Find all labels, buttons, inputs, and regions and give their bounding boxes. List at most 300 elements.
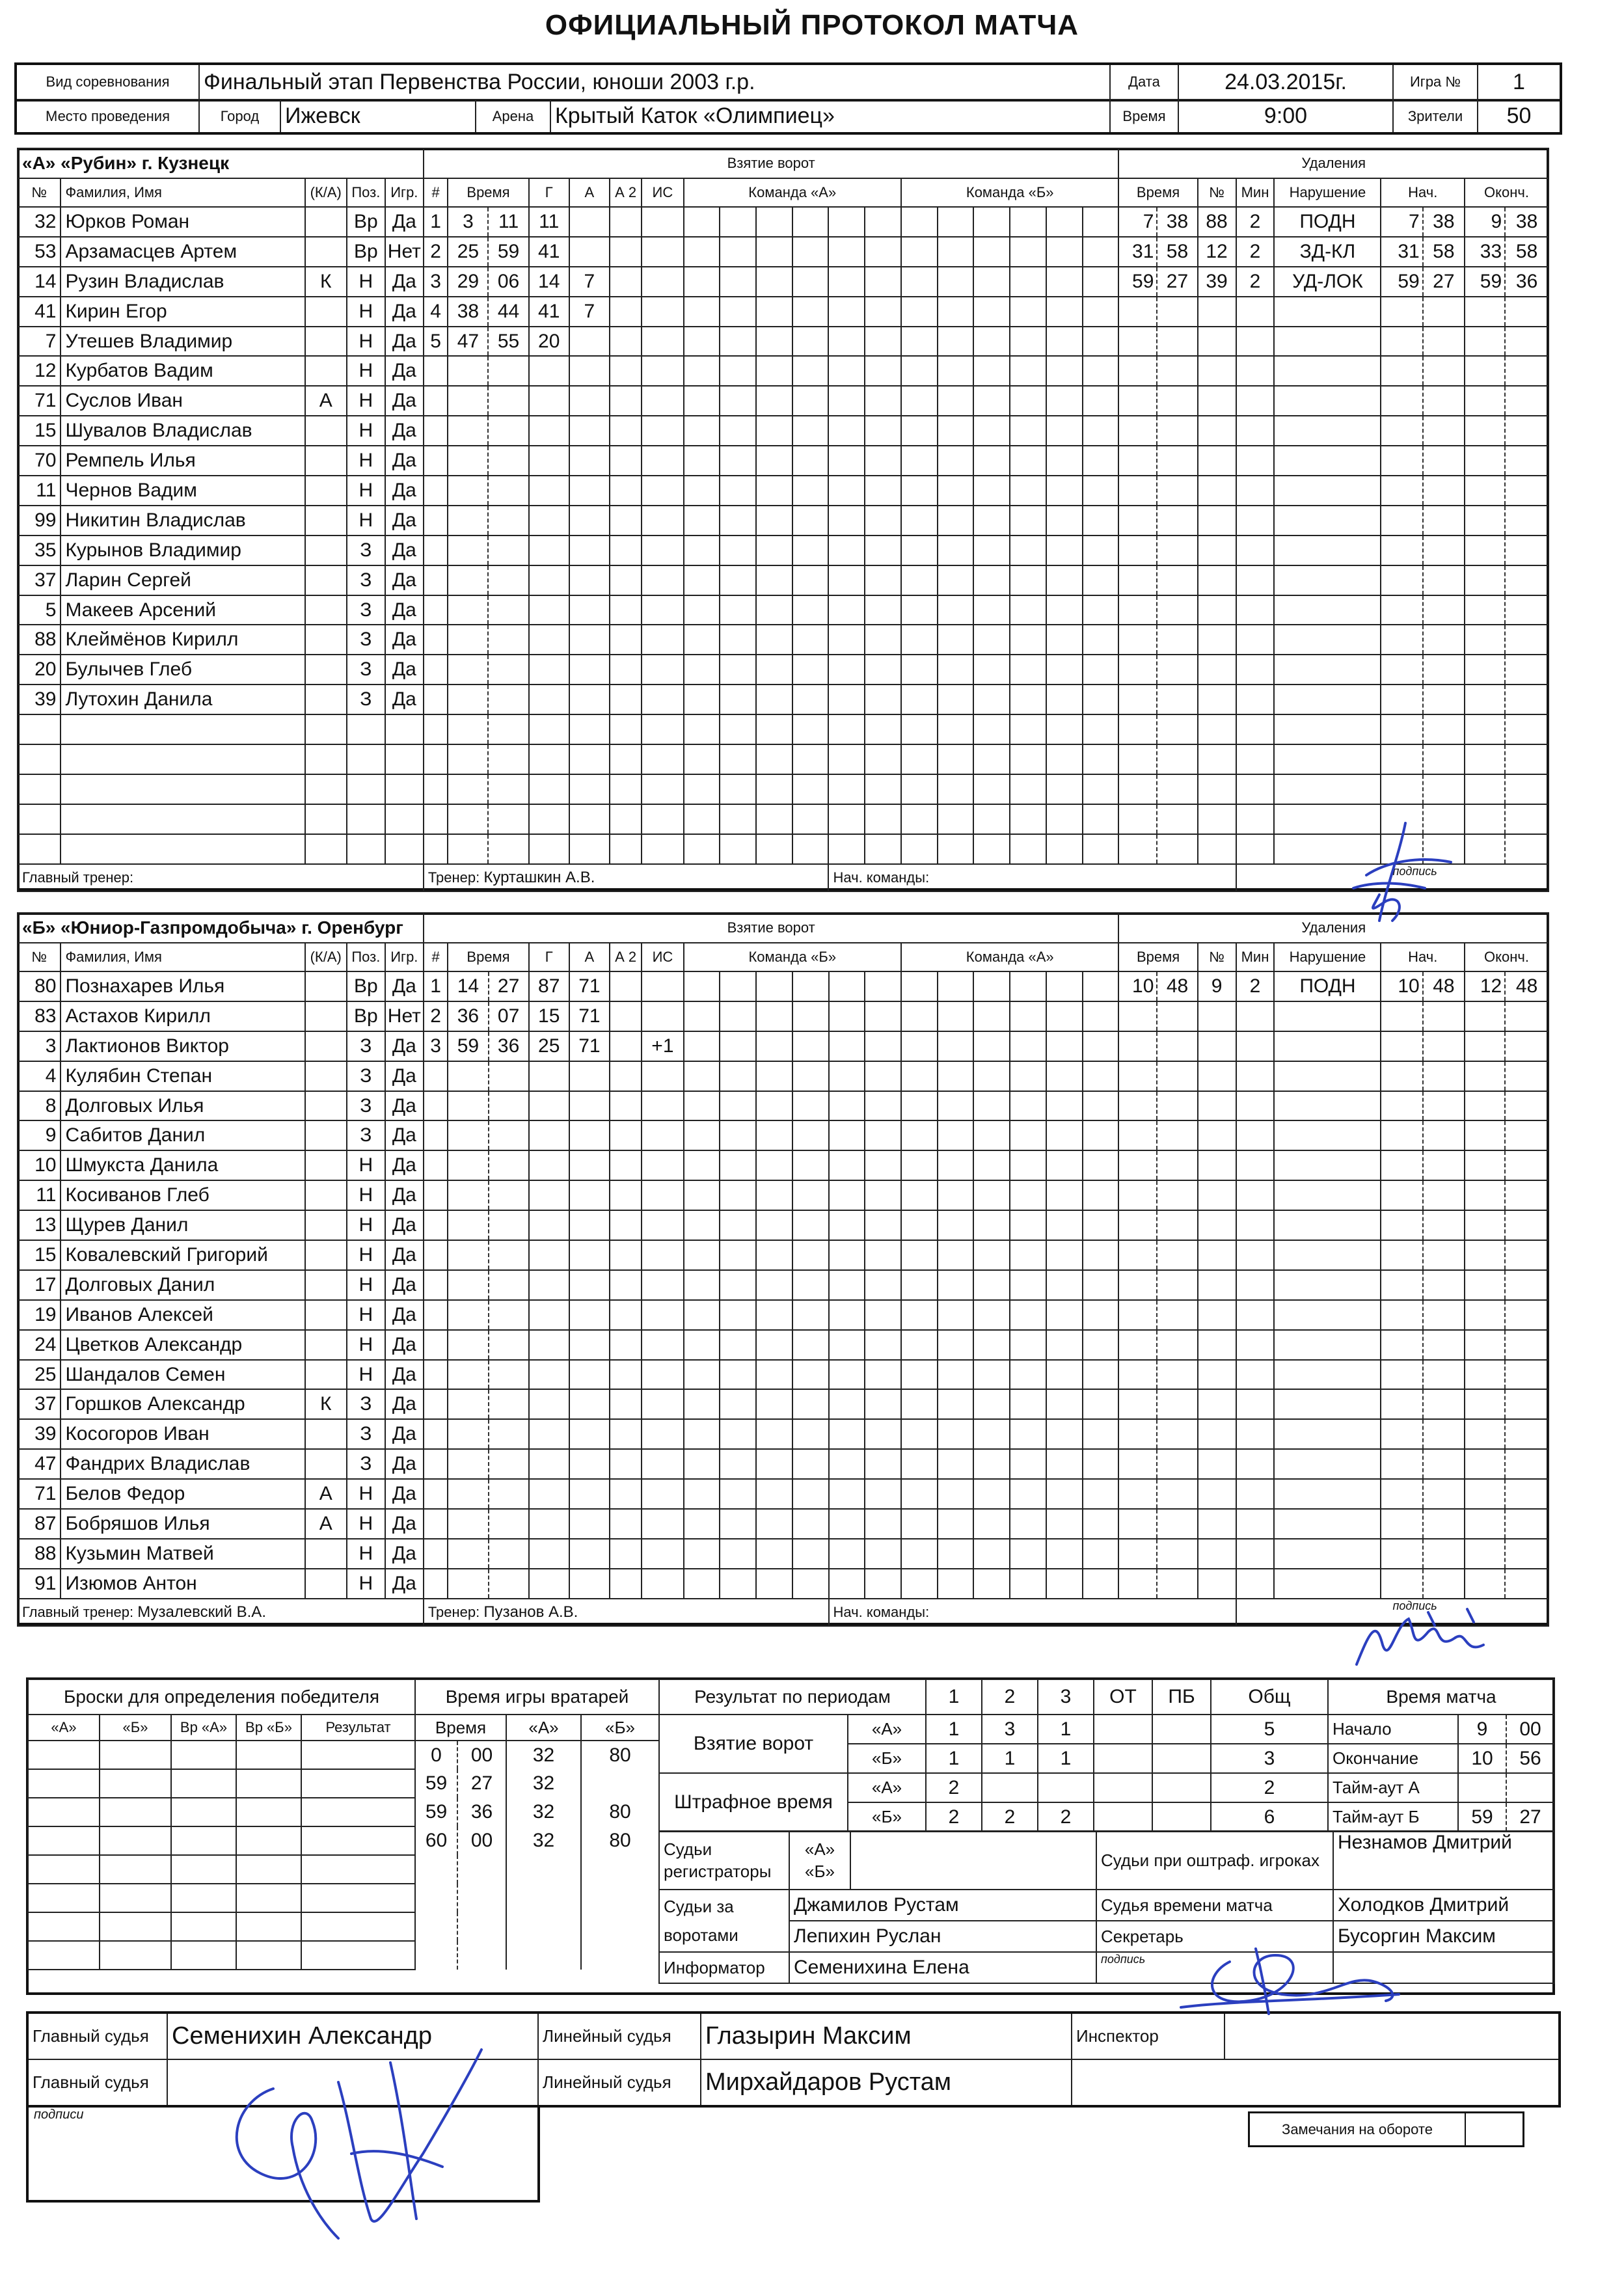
goal-number [424, 1330, 448, 1360]
on-ice-cell [684, 1419, 720, 1449]
on-ice-cell [1083, 804, 1119, 834]
on-ice-cell [1083, 237, 1119, 267]
on-ice-cell [901, 1001, 938, 1031]
shootout-cell [236, 1741, 301, 1769]
player-position: З [347, 1031, 385, 1061]
goal-second [489, 1419, 529, 1449]
goal-scorer [529, 386, 569, 416]
pen-team-a: «А» [848, 1773, 926, 1802]
goal-minute: 14 [448, 971, 488, 1001]
on-ice-cell [756, 1270, 792, 1300]
goal-assist-2 [610, 1001, 642, 1031]
penalty-end-second [1505, 327, 1549, 357]
penalty-minute [1118, 1150, 1157, 1180]
on-ice-cell [829, 1419, 865, 1449]
penalty-end-minute [1465, 1091, 1505, 1121]
city-value: Ижевск [280, 100, 476, 133]
on-ice-cell [1046, 1031, 1083, 1061]
goal-minute [448, 1120, 488, 1150]
goal-assist-2 [610, 1419, 642, 1449]
on-ice-cell [756, 1569, 792, 1599]
goal-second: 36 [489, 1031, 529, 1061]
informer-label: Информатор [659, 1952, 789, 1983]
penalty-end-second [1505, 416, 1549, 446]
on-ice-cell [901, 327, 938, 357]
on-ice-cell [865, 595, 901, 625]
registrars-b: «Б» [805, 1862, 835, 1881]
penalty-second [1157, 1509, 1197, 1539]
goalie-second [457, 1941, 506, 1970]
penalty-start-second [1423, 744, 1465, 774]
on-ice-cell [1083, 386, 1119, 416]
penalty-start-minute [1381, 1300, 1422, 1330]
team-a-row [18, 655, 1549, 685]
player-position [347, 804, 385, 834]
penalty-player-no [1198, 416, 1236, 446]
goalie-second [457, 1912, 506, 1941]
on-ice-cell [684, 416, 720, 446]
on-ice-cell [901, 804, 938, 834]
on-ice-cell [684, 744, 720, 774]
player-played: Да [385, 356, 424, 386]
on-ice-cell [684, 446, 720, 476]
player-number: 39 [18, 685, 61, 714]
pen-a-p2 [982, 1773, 1038, 1802]
on-ice-cell [938, 1389, 974, 1419]
on-ice-cell [1010, 1389, 1046, 1419]
on-ice-cell [720, 506, 756, 536]
on-ice-cell [1046, 1419, 1083, 1449]
goal-assist-1: 7 [569, 267, 610, 297]
penalty-end-minute [1465, 1300, 1505, 1330]
player-name: Косогоров Иван [61, 1419, 304, 1449]
on-ice-cell [829, 1120, 865, 1150]
on-ice-cell [973, 1001, 1010, 1031]
penalty-start-second [1423, 416, 1465, 446]
on-ice-cell [865, 267, 901, 297]
on-ice-cell [938, 506, 974, 536]
on-ice-cell [973, 1330, 1010, 1360]
on-ice-cell [973, 685, 1010, 714]
goal-strength [642, 774, 683, 804]
penalty-minute [1118, 1449, 1157, 1479]
penalty-end-minute [1465, 714, 1505, 744]
goal-minute [448, 416, 488, 446]
match-end-label: Окончание [1328, 1744, 1458, 1773]
shootout-cell [301, 1855, 415, 1884]
goal-scorer [529, 1330, 569, 1360]
penalty-player-no [1198, 536, 1236, 565]
goal-number [424, 595, 448, 625]
on-ice-cell [938, 1539, 974, 1569]
player-number: 83 [18, 1001, 61, 1031]
on-ice-cell [1046, 446, 1083, 476]
penalty-minutes: 2 [1236, 971, 1275, 1001]
penalty-second [1157, 714, 1197, 744]
penalty-start-second [1423, 625, 1465, 655]
penalty-end-second [1505, 1569, 1549, 1599]
penalty-minute [1118, 1509, 1157, 1539]
on-ice-cell [792, 625, 829, 655]
player-name: Щурев Данил [61, 1210, 304, 1240]
on-ice-cell [901, 1091, 938, 1121]
goal-strength [642, 356, 683, 386]
penalty-second: 27 [1157, 267, 1197, 297]
on-ice-cell [1083, 655, 1119, 685]
on-ice-cell [756, 1120, 792, 1150]
goal-assist-1 [569, 1300, 610, 1330]
on-ice-cell [938, 1569, 974, 1599]
penalty-minutes [1236, 446, 1275, 476]
penalty-minutes [1236, 1509, 1275, 1539]
penalty-minute [1118, 1479, 1157, 1509]
penalty-end-second [1505, 297, 1549, 327]
team-b-table [17, 912, 1549, 1627]
on-ice-cell [720, 774, 756, 804]
player-number: 7 [18, 327, 61, 357]
goal-assist-2 [610, 834, 642, 864]
player-position [347, 774, 385, 804]
player-played: Да [385, 565, 424, 595]
penalty-end-second [1505, 1031, 1549, 1061]
goal-number [424, 655, 448, 685]
goal-minute: 47 [448, 327, 488, 357]
penalty-start-minute [1381, 1091, 1422, 1121]
on-ice-cell [938, 237, 974, 267]
goal-minute [448, 1150, 488, 1180]
goalie-a: 32 [506, 1769, 581, 1798]
player-played: Да [385, 386, 424, 416]
penalty-end-minute [1465, 1240, 1505, 1270]
on-ice-cell [1046, 1389, 1083, 1419]
on-ice-cell [828, 267, 865, 297]
goal-judge-2: Лепихин Руслан [789, 1921, 1096, 1952]
match-time-title: Время матча [1328, 1679, 1554, 1715]
goalie-second: 00 [457, 1741, 506, 1769]
on-ice-cell [901, 1449, 938, 1479]
on-ice-cell [901, 1061, 938, 1091]
on-ice-cell [865, 1449, 901, 1479]
goalie-b [581, 1912, 659, 1941]
team-b-row [18, 1360, 1549, 1390]
line-referee-label-2: Линейный судья [538, 2059, 701, 2106]
on-ice-cell [865, 1270, 901, 1300]
goalie-time-table [414, 1679, 660, 1970]
on-ice-cell [973, 1419, 1010, 1449]
on-ice-cell [901, 1389, 938, 1419]
on-ice-cell [901, 1210, 938, 1240]
goalie-second [457, 1884, 506, 1912]
goal-number: 3 [424, 1031, 448, 1061]
game-no-value: 1 [1478, 64, 1561, 100]
goal-minute: 59 [448, 1031, 488, 1061]
competition-value: Финальный этап Первенства России, юноши 2003 г.р. [199, 64, 1110, 100]
penalty-player-no [1198, 476, 1236, 506]
shootout-cell [171, 1941, 236, 1970]
penalty-player-no [1198, 1419, 1236, 1449]
penalty-end-minute [1465, 774, 1505, 804]
goal-minute [448, 1270, 488, 1300]
on-ice-cell [938, 446, 974, 476]
penalty-minute [1118, 1061, 1157, 1091]
penalty-player-no: 39 [1198, 267, 1236, 297]
on-ice-cell [973, 714, 1010, 744]
on-ice-cell [1083, 1091, 1119, 1121]
penalty-start-second [1423, 297, 1465, 327]
player-position: Н [347, 1240, 385, 1270]
goal-scorer [529, 625, 569, 655]
player-number: 39 [18, 1419, 61, 1449]
penalty-minute [1118, 1091, 1157, 1121]
player-name: Кузьмин Матвей [61, 1539, 304, 1569]
on-ice-cell [865, 744, 901, 774]
shootout-cell [28, 1826, 100, 1855]
penalty-violation [1274, 356, 1381, 386]
goal-minute [448, 685, 488, 714]
player-name [61, 804, 304, 834]
penalty-violation [1274, 1479, 1381, 1509]
on-ice-cell [938, 356, 974, 386]
on-ice-cell [792, 595, 829, 625]
penalty-second [1157, 685, 1197, 714]
goals-a-pb [1152, 1715, 1211, 1744]
goal-minute [448, 804, 488, 834]
goal-assist-1 [569, 685, 610, 714]
penalty-player-no [1198, 744, 1236, 774]
goal-assist-2 [610, 1091, 642, 1121]
on-ice-cell [792, 506, 829, 536]
on-ice-cell [792, 356, 829, 386]
goal-strength [642, 1091, 683, 1121]
goal-minute [448, 834, 488, 864]
penalty-second [1157, 834, 1197, 864]
penalty-minute [1118, 416, 1157, 446]
player-name: Ремпель Илья [61, 446, 304, 476]
penalty-start-minute [1381, 506, 1422, 536]
penalty-end-minute [1465, 1419, 1505, 1449]
penalty-violation [1274, 1210, 1381, 1240]
on-ice-cell [1010, 267, 1046, 297]
player-name [61, 744, 304, 774]
on-ice-cell [1046, 744, 1083, 774]
team-a-row [18, 476, 1549, 506]
penalty-minutes: 2 [1236, 207, 1275, 237]
on-ice-cell [1046, 1091, 1083, 1121]
player-number [18, 744, 61, 774]
player-played: Да [385, 1539, 424, 1569]
on-ice-cell [792, 655, 829, 685]
goals-team-a: «А» [848, 1715, 926, 1744]
penalty-violation [1274, 655, 1381, 685]
goal-scorer [529, 1509, 569, 1539]
on-ice-cell [756, 327, 792, 357]
goal-assist-1 [569, 1419, 610, 1449]
goal-scorer [529, 1240, 569, 1270]
goal-assist-1 [569, 714, 610, 744]
on-ice-cell [756, 1240, 792, 1270]
penalty-minutes [1236, 297, 1275, 327]
on-ice-cell [828, 207, 865, 237]
goal-strength [642, 565, 683, 595]
on-ice-cell [756, 1479, 792, 1509]
goal-assist-2 [610, 1449, 642, 1479]
goal-second [489, 1509, 529, 1539]
shootout-row [28, 1884, 415, 1912]
shootout-col-gkb: Вр «Б» [236, 1715, 301, 1741]
goals-b-total: 3 [1211, 1744, 1328, 1773]
goal-assist-1 [569, 625, 610, 655]
goal-assist-2 [610, 476, 642, 506]
penalty-violation [1274, 1061, 1381, 1091]
on-ice-cell [1083, 1270, 1119, 1300]
goal-scorer [529, 655, 569, 685]
on-ice-cell [792, 1360, 829, 1390]
penalty-start-minute [1381, 1061, 1422, 1091]
penalty-start-second [1423, 1120, 1465, 1150]
penalty-end-minute [1465, 386, 1505, 416]
match-start-m: 00 [1506, 1715, 1554, 1744]
on-ice-cell [1046, 237, 1083, 267]
player-played: Да [385, 476, 424, 506]
team-b-goals-title: Взятие ворот [424, 913, 1119, 943]
penalty-minutes [1236, 685, 1275, 714]
penalty-second [1157, 1150, 1197, 1180]
penalty-end-minute [1465, 1031, 1505, 1061]
penalty-violation: ЗД-КЛ [1274, 237, 1381, 267]
team-b-col-pen-end: Оконч. [1465, 943, 1549, 971]
goal-assist-1 [569, 655, 610, 685]
player-captain-mark [305, 1120, 347, 1150]
penalty-player-no [1198, 1509, 1236, 1539]
penalty-start-second [1423, 476, 1465, 506]
penalty-end-second [1505, 1270, 1549, 1300]
on-ice-cell [865, 1330, 901, 1360]
on-ice-cell [756, 804, 792, 834]
on-ice-cell [756, 356, 792, 386]
penalty-end-minute [1465, 506, 1505, 536]
player-name: Иванов Алексей [61, 1300, 304, 1330]
penalty-start-second: 38 [1423, 207, 1465, 237]
arena-value: Крытый Каток «Олимпиец» [550, 100, 1110, 133]
on-ice-cell [684, 356, 720, 386]
team-a-coach [424, 864, 829, 891]
player-position: З [347, 1120, 385, 1150]
penalty-minute [1118, 625, 1157, 655]
on-ice-cell [973, 1270, 1010, 1300]
team-a-title: «А» «Рубин» г. Кузнецк [18, 148, 424, 178]
player-name: Белов Федор [61, 1479, 304, 1509]
on-ice-cell [792, 685, 829, 714]
penalty-end-minute [1465, 1210, 1505, 1240]
team-b-col-pen-min: Мин [1236, 943, 1275, 971]
penalty-minute [1118, 804, 1157, 834]
penalty-second: 38 [1157, 207, 1197, 237]
on-ice-cell [684, 1091, 720, 1121]
penalty-end-second [1505, 655, 1549, 685]
goalie-b [581, 1855, 659, 1884]
on-ice-cell [1046, 1240, 1083, 1270]
on-ice-cell [938, 971, 974, 1001]
player-number: 88 [18, 625, 61, 655]
on-ice-cell [973, 1150, 1010, 1180]
player-name: Шандалов Семен [61, 1360, 304, 1390]
shootout-cell [236, 1798, 301, 1826]
goal-scorer [529, 1270, 569, 1300]
on-ice-cell [938, 207, 974, 237]
goal-number: 4 [424, 297, 448, 327]
on-ice-cell [865, 1569, 901, 1599]
penalty-start-minute [1381, 297, 1422, 327]
goals-b-ot [1094, 1744, 1152, 1773]
penalty-start-minute: 7 [1381, 207, 1422, 237]
penalty-end-second [1505, 1300, 1549, 1330]
penalty-second: 48 [1157, 971, 1197, 1001]
coach-name: Курташкин А.В. [483, 868, 595, 886]
on-ice-cell [720, 1091, 756, 1121]
on-ice-cell [938, 655, 974, 685]
player-name: Бобряшов Илья [61, 1509, 304, 1539]
penalty-start-minute [1381, 416, 1422, 446]
player-number: 32 [18, 207, 61, 237]
shootout-col-a: «А» [28, 1715, 100, 1741]
on-ice-cell [792, 1240, 829, 1270]
penalty-second [1157, 1031, 1197, 1061]
goal-second: 59 [488, 237, 528, 267]
on-ice-cell [720, 625, 756, 655]
player-name: Лактионов Виктор [61, 1031, 304, 1061]
on-ice-cell [756, 237, 792, 267]
player-played: Да [385, 1061, 424, 1091]
notes-checkbox[interactable] [1465, 2113, 1522, 2145]
shootout-cell [171, 1855, 236, 1884]
team-a-col-play: Игр. [385, 178, 424, 207]
penalty-end-minute [1465, 327, 1505, 357]
player-name: Изюмов Антон [61, 1569, 304, 1599]
on-ice-cell [792, 267, 829, 297]
penalty-player-no [1198, 1061, 1236, 1091]
head-coach-label: Главный тренер: [22, 1603, 138, 1620]
penalty-second [1157, 625, 1197, 655]
player-position: З [347, 625, 385, 655]
goal-assist-1 [569, 1210, 610, 1240]
on-ice-cell [1010, 237, 1046, 267]
on-ice-cell [865, 714, 901, 744]
team-b-row [18, 1539, 1549, 1569]
shootout-header: ПБ [1152, 1679, 1211, 1715]
on-ice-cell [756, 1389, 792, 1419]
goal-strength [642, 267, 683, 297]
on-ice-cell [1046, 1120, 1083, 1150]
goal-second [488, 625, 528, 655]
team-b-row [18, 1479, 1549, 1509]
pen-a-total: 2 [1211, 1773, 1328, 1802]
penalty-second [1157, 1539, 1197, 1569]
on-ice-cell [901, 297, 938, 327]
penalty-violation [1274, 506, 1381, 536]
player-name: Кирин Егор [61, 297, 304, 327]
on-ice-cell [938, 1150, 974, 1180]
player-played: Да [385, 685, 424, 714]
player-captain-mark [305, 1001, 347, 1031]
team-b-sign: подпись [1236, 1599, 1549, 1626]
player-captain-mark [305, 1419, 347, 1449]
goalie-b [581, 1769, 659, 1798]
goal-minute: 38 [448, 297, 488, 327]
on-ice-cell [1083, 834, 1119, 864]
goal-second [489, 1479, 529, 1509]
penalty-end-second [1505, 1509, 1549, 1539]
on-ice-cell [720, 565, 756, 595]
